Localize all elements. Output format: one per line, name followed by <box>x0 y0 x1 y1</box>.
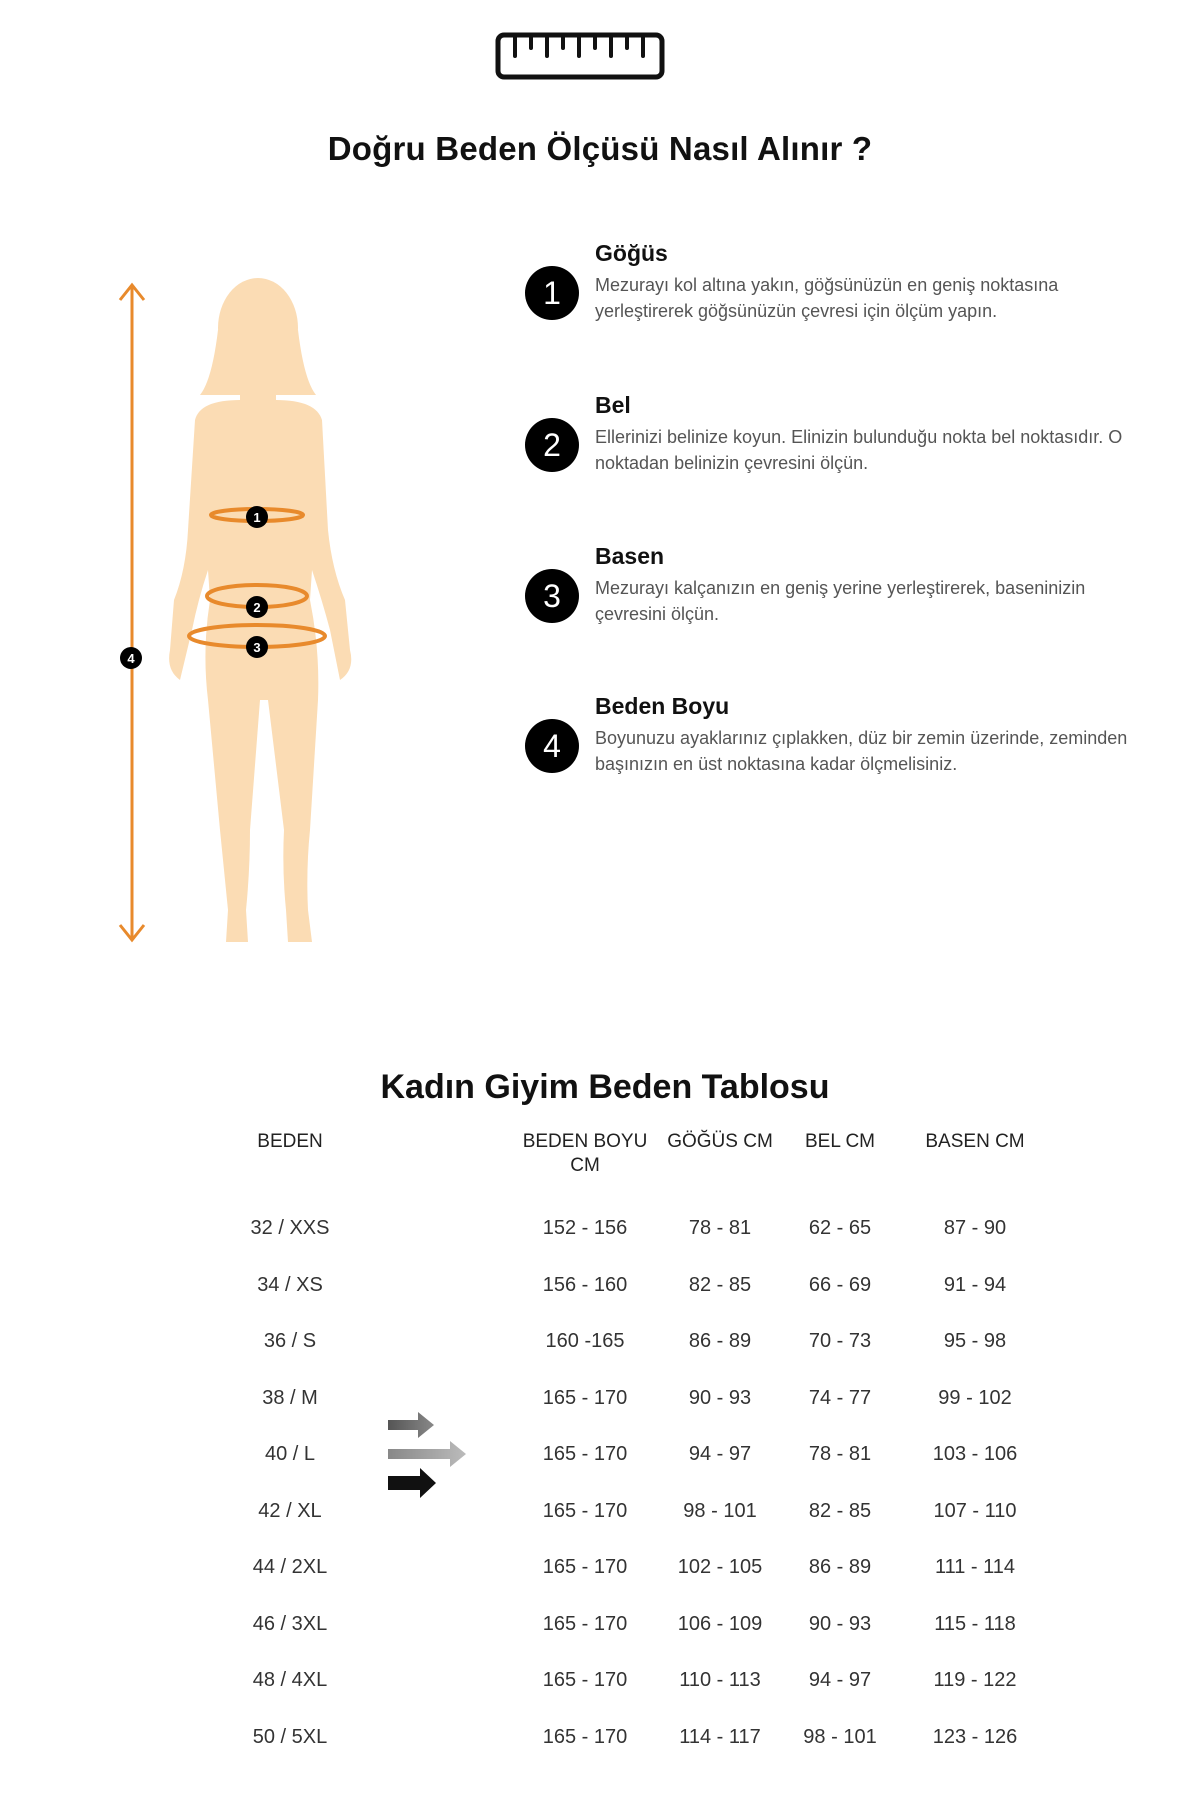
svg-text:3: 3 <box>253 640 261 655</box>
cell-gogus: 106 - 109 <box>677 1613 763 1635</box>
cell-basen: 99 - 102 <box>938 1387 1012 1409</box>
step-number-badge: 4 <box>525 719 579 773</box>
cell-bel: 98 - 101 <box>803 1726 877 1748</box>
step-number-badge: 3 <box>525 569 579 623</box>
header-beden: BEDEN <box>257 1131 323 1152</box>
cell-basen: 87 - 90 <box>943 1217 1007 1239</box>
cell-gogus: 90 - 93 <box>688 1387 752 1409</box>
step-title: Beden Boyu <box>595 693 730 719</box>
cell-basen: 123 - 126 <box>932 1726 1018 1748</box>
cell-beden: 44 / 2XL <box>252 1556 328 1578</box>
body-measurement-figure <box>100 270 400 950</box>
figure-marker-3 <box>246 636 268 658</box>
cell-beden-boyu: 165 - 170 <box>542 1443 628 1465</box>
cell-beden-boyu: 165 - 170 <box>542 1387 628 1409</box>
step-description: Mezurayı kalçanızın en geniş yerine yerleştirerek, baseninizin çevresini ölçün. <box>595 578 1086 624</box>
cell-bel: 86 - 89 <box>808 1556 872 1578</box>
figure-marker-4 <box>120 647 142 669</box>
cell-beden-boyu: 165 - 170 <box>542 1613 628 1635</box>
header-beden-boyu-line2: CM <box>570 1155 600 1176</box>
cell-beden: 32 / XXS <box>250 1217 330 1239</box>
cell-beden-boyu: 165 - 170 <box>542 1500 628 1522</box>
header-basen: BASEN CM <box>925 1131 1025 1152</box>
cell-gogus: 78 - 81 <box>688 1217 752 1239</box>
cell-basen: 91 - 94 <box>943 1274 1007 1296</box>
cell-gogus: 114 - 117 <box>679 1726 761 1748</box>
cell-beden: 38 / M <box>262 1387 318 1409</box>
cell-beden: 34 / XS <box>257 1274 323 1296</box>
step-description: Ellerinizi belinize koyun. Elinizin bulunduğu nokta bel noktasıdır. O noktadan belinizin çevresini ölçün. <box>595 427 1123 473</box>
cell-beden-boyu: 156 - 160 <box>542 1274 628 1296</box>
header-beden-boyu <box>515 1130 655 1178</box>
ruler-icon <box>495 32 665 80</box>
cell-basen: 107 - 110 <box>933 1500 1017 1522</box>
cell-gogus: 110 - 113 <box>679 1669 761 1691</box>
cell-bel: 62 - 65 <box>808 1217 872 1239</box>
figure-marker-1 <box>246 506 268 528</box>
cell-bel: 82 - 85 <box>808 1500 872 1522</box>
cell-bel: 74 - 77 <box>808 1387 872 1409</box>
cell-beden: 36 / S <box>263 1330 317 1352</box>
step-description: Mezurayı kol altına yakın, göğsünüzün en geniş noktasına yerleştirerek göğsünüzün çevresi için ölçüm yapın. <box>595 275 1059 321</box>
cell-beden-boyu: 152 - 156 <box>542 1217 628 1239</box>
cell-beden-boyu: 165 - 170 <box>542 1669 628 1691</box>
cell-basen: 119 - 122 <box>933 1669 1017 1691</box>
arrow-right-icon <box>388 1468 436 1498</box>
cell-gogus: 86 - 89 <box>688 1330 752 1352</box>
cell-basen: 95 - 98 <box>943 1330 1007 1352</box>
cell-bel: 70 - 73 <box>808 1330 872 1352</box>
cell-gogus: 94 - 97 <box>688 1443 752 1465</box>
cell-gogus: 82 - 85 <box>688 1274 752 1296</box>
step-number-badge: 2 <box>525 418 579 472</box>
cell-beden: 50 / 5XL <box>252 1726 328 1748</box>
cell-beden: 46 / 3XL <box>252 1613 328 1635</box>
guide-title: Doğru Beden Ölçüsü Nasıl Alınır ? <box>327 130 873 167</box>
cell-gogus: 98 - 101 <box>683 1500 757 1522</box>
cell-beden-boyu: 165 - 170 <box>542 1726 628 1748</box>
header-bel: BEL CM <box>804 1131 876 1152</box>
cell-basen: 115 - 118 <box>934 1613 1016 1635</box>
svg-text:4: 4 <box>127 651 135 666</box>
height-measure-line <box>120 285 144 940</box>
cell-bel: 66 - 69 <box>808 1274 872 1296</box>
cell-bel: 94 - 97 <box>808 1669 872 1691</box>
cell-gogus: 102 - 105 <box>677 1556 763 1578</box>
header-beden-boyu-line1: BEDEN BOYU <box>522 1131 648 1152</box>
cell-beden-boyu: 160 -165 <box>545 1330 625 1352</box>
cell-bel: 90 - 93 <box>808 1613 872 1635</box>
cell-bel: 78 - 81 <box>808 1443 872 1465</box>
cell-beden: 48 / 4XL <box>252 1669 328 1691</box>
size-table-title: Kadın Giyim Beden Tablosu <box>380 1068 830 1106</box>
cell-basen: 111 - 114 <box>934 1556 1016 1578</box>
cell-basen: 103 - 106 <box>932 1443 1018 1465</box>
cell-beden: 40 / L <box>264 1443 316 1465</box>
arrow-right-icon <box>388 1412 434 1438</box>
figure-marker-2 <box>246 596 268 618</box>
step-description: Boyunuzu ayaklarınız çıplakken, düz bir zemin üzerinde, zeminden başınızın en üst noktasına kadar ölçmelisiniz. <box>595 728 1128 774</box>
svg-text:1: 1 <box>253 510 261 525</box>
step-title: Göğüs <box>595 240 668 266</box>
step-title: Bel <box>595 392 631 418</box>
step-number-badge: 1 <box>525 266 579 320</box>
arrow-icons <box>380 1410 490 1510</box>
cell-beden: 42 / XL <box>258 1500 322 1522</box>
arrow-right-icon <box>388 1441 466 1467</box>
svg-text:2: 2 <box>253 600 261 615</box>
step-title: Basen <box>595 543 665 569</box>
cell-beden-boyu: 165 - 170 <box>542 1556 628 1578</box>
header-gogus: GÖĞÜS CM <box>667 1131 773 1152</box>
